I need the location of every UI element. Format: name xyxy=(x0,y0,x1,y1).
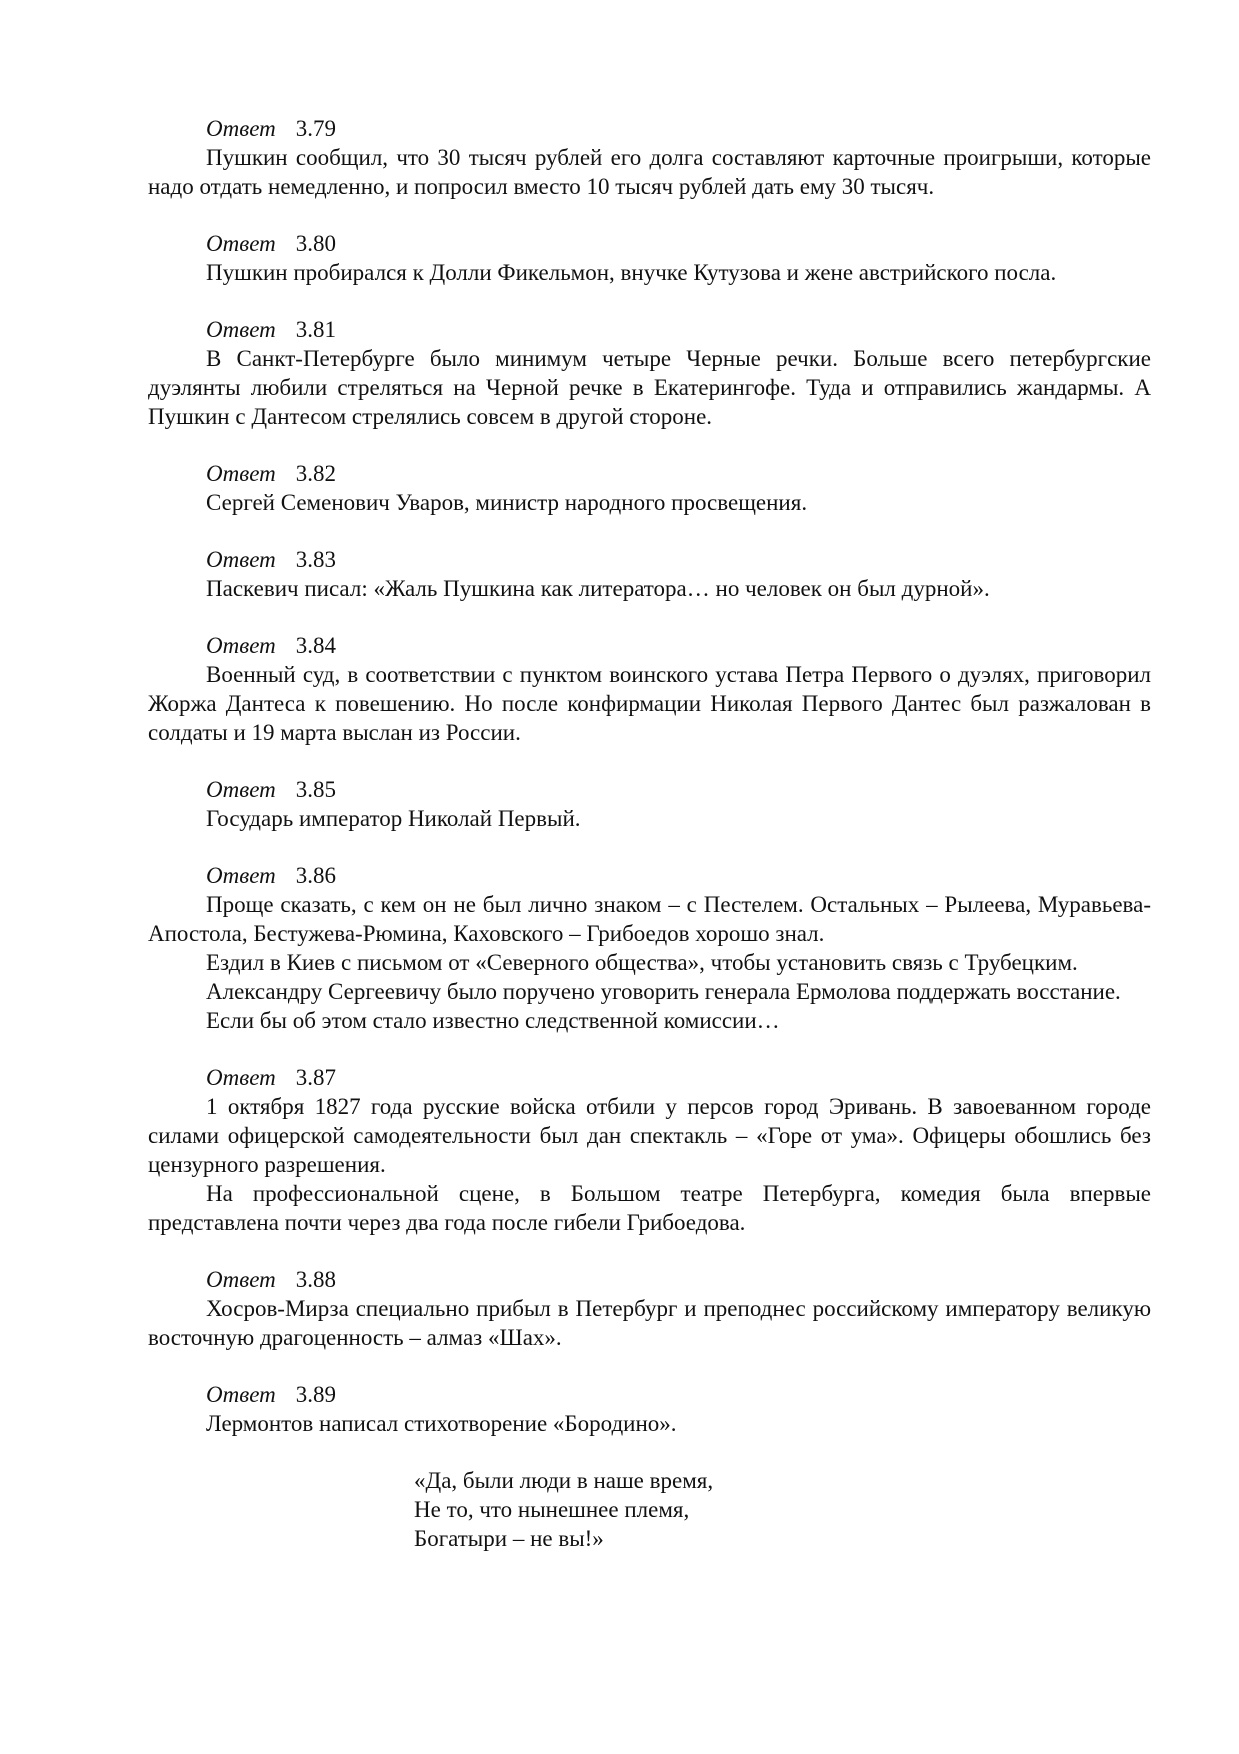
answer-heading xyxy=(148,545,1151,574)
poem-line: «Да, были люди в наше время, xyxy=(414,1468,714,1493)
answer-paragraph: Сергей Семенович Уваров, министр народного просвещения. xyxy=(206,490,808,515)
answer-number: 3.89 xyxy=(295,1382,336,1407)
answer-paragraph: 1 октября 1827 года русские войска отбили у персов город Эривань. В завоеванном городе силами офицерской самодеятельности был дан спектакль – «Горе от ума». Офицеры обошлись без цензурного разрешения. xyxy=(148,1094,1151,1177)
answer-label: Ответ xyxy=(206,1382,276,1407)
answer-number: 3.88 xyxy=(295,1267,336,1292)
answer-label: Ответ xyxy=(206,461,276,486)
answer-label: Ответ xyxy=(206,633,276,658)
answer-paragraph: На профессиональной сцене, в Большом театре Петербурга, комедия была впервые представлена почти через два года после гибели Грибоедова. xyxy=(148,1181,1151,1235)
answer-label: Ответ xyxy=(206,231,276,256)
answer-block xyxy=(148,1265,1151,1352)
answer-block xyxy=(148,545,1151,603)
poem-line: Не то, что нынешнее племя, xyxy=(414,1497,690,1522)
answer-label: Ответ xyxy=(206,317,276,342)
poem-line: Богатыри – не вы!» xyxy=(414,1526,604,1551)
answer-number: 3.87 xyxy=(295,1065,336,1090)
answer-block xyxy=(148,861,1151,1035)
answer-block xyxy=(148,315,1151,431)
answer-heading xyxy=(148,114,1151,143)
answer-paragraph: Александру Сергеевичу было поручено уговорить генерала Ермолова поддержать восстание. xyxy=(206,979,1121,1004)
answer-label: Ответ xyxy=(206,1065,276,1090)
answer-heading xyxy=(148,315,1151,344)
answer-block xyxy=(148,229,1151,287)
answer-paragraph: Военный суд, в соответствии с пунктом воинского устава Петра Первого о дуэлях, приговорил Жоржа Дантеса к повешению. Но после конфирмации Николая Первого Дантес был разжалован в солдаты и 19 марта выслан из России. xyxy=(148,662,1151,745)
answer-block xyxy=(148,1063,1151,1237)
answer-paragraph: В Санкт-Петербурге было минимум четыре Черные речки. Больше всего петербургские дуэлянты любили стреляться на Черной речке в Екатерингофе. Туда и отправились жандармы. А Пушкин с Дантесом стрелялись совсем в другой стороне. xyxy=(148,346,1151,429)
answer-number: 3.79 xyxy=(295,116,336,141)
answer-paragraph: Проще сказать, с кем он не был лично знаком – с Пестелем. Остальных – Рылеева, Муравьева-Апостола, Бестужева-Рюмина, Каховского – Грибоедов хорошо знал. xyxy=(148,892,1151,946)
answer-block xyxy=(148,1380,1151,1438)
document-page xyxy=(148,114,1151,1553)
answer-label: Ответ xyxy=(206,863,276,888)
answer-heading xyxy=(148,1063,1151,1092)
answer-heading xyxy=(148,1380,1151,1409)
answer-heading xyxy=(148,775,1151,804)
answer-paragraph: Паскевич писал: «Жаль Пушкина как литератора… но человек он был дурной». xyxy=(206,576,990,601)
answer-label: Ответ xyxy=(206,1267,276,1292)
answer-paragraph: Пушкин пробирался к Долли Фикельмон, внучке Кутузова и жене австрийского посла. xyxy=(206,260,1057,285)
answer-number: 3.85 xyxy=(295,777,336,802)
answer-heading xyxy=(148,229,1151,258)
answer-paragraph: Лермонтов написал стихотворение «Бородино». xyxy=(206,1411,677,1436)
answer-paragraph: Хосров-Мирза специально прибыл в Петербург и преподнес российскому императору великую восточную драгоценность – алмаз «Шах». xyxy=(148,1296,1151,1350)
answer-block xyxy=(148,459,1151,517)
answer-block xyxy=(148,775,1151,833)
answers-list xyxy=(148,114,1151,1438)
poem-quote xyxy=(414,1466,1151,1553)
answer-number: 3.84 xyxy=(295,633,336,658)
answer-number: 3.86 xyxy=(295,863,336,888)
answer-number: 3.83 xyxy=(295,547,336,572)
answer-label: Ответ xyxy=(206,116,276,141)
answer-paragraph: Ездил в Киев с письмом от «Северного общества», чтобы установить связь с Трубецким. xyxy=(206,950,1078,975)
answer-paragraph: Государь император Николай Первый. xyxy=(206,806,581,831)
answer-number: 3.82 xyxy=(295,461,336,486)
answer-number: 3.81 xyxy=(295,317,336,342)
answer-heading xyxy=(148,631,1151,660)
answer-label: Ответ xyxy=(206,777,276,802)
answer-label: Ответ xyxy=(206,547,276,572)
answer-heading xyxy=(148,861,1151,890)
answer-paragraph: Если бы об этом стало известно следственной комиссии… xyxy=(206,1008,780,1033)
answer-number: 3.80 xyxy=(295,231,336,256)
answer-paragraph: Пушкин сообщил, что 30 тысяч рублей его долга составляют карточные проигрыши, которые надо отдать немедленно, и попросил вместо 10 тысяч рублей дать ему 30 тысяч. xyxy=(148,145,1151,199)
answer-heading xyxy=(148,1265,1151,1294)
answer-block xyxy=(148,114,1151,201)
answer-heading xyxy=(148,459,1151,488)
answer-block xyxy=(148,631,1151,747)
